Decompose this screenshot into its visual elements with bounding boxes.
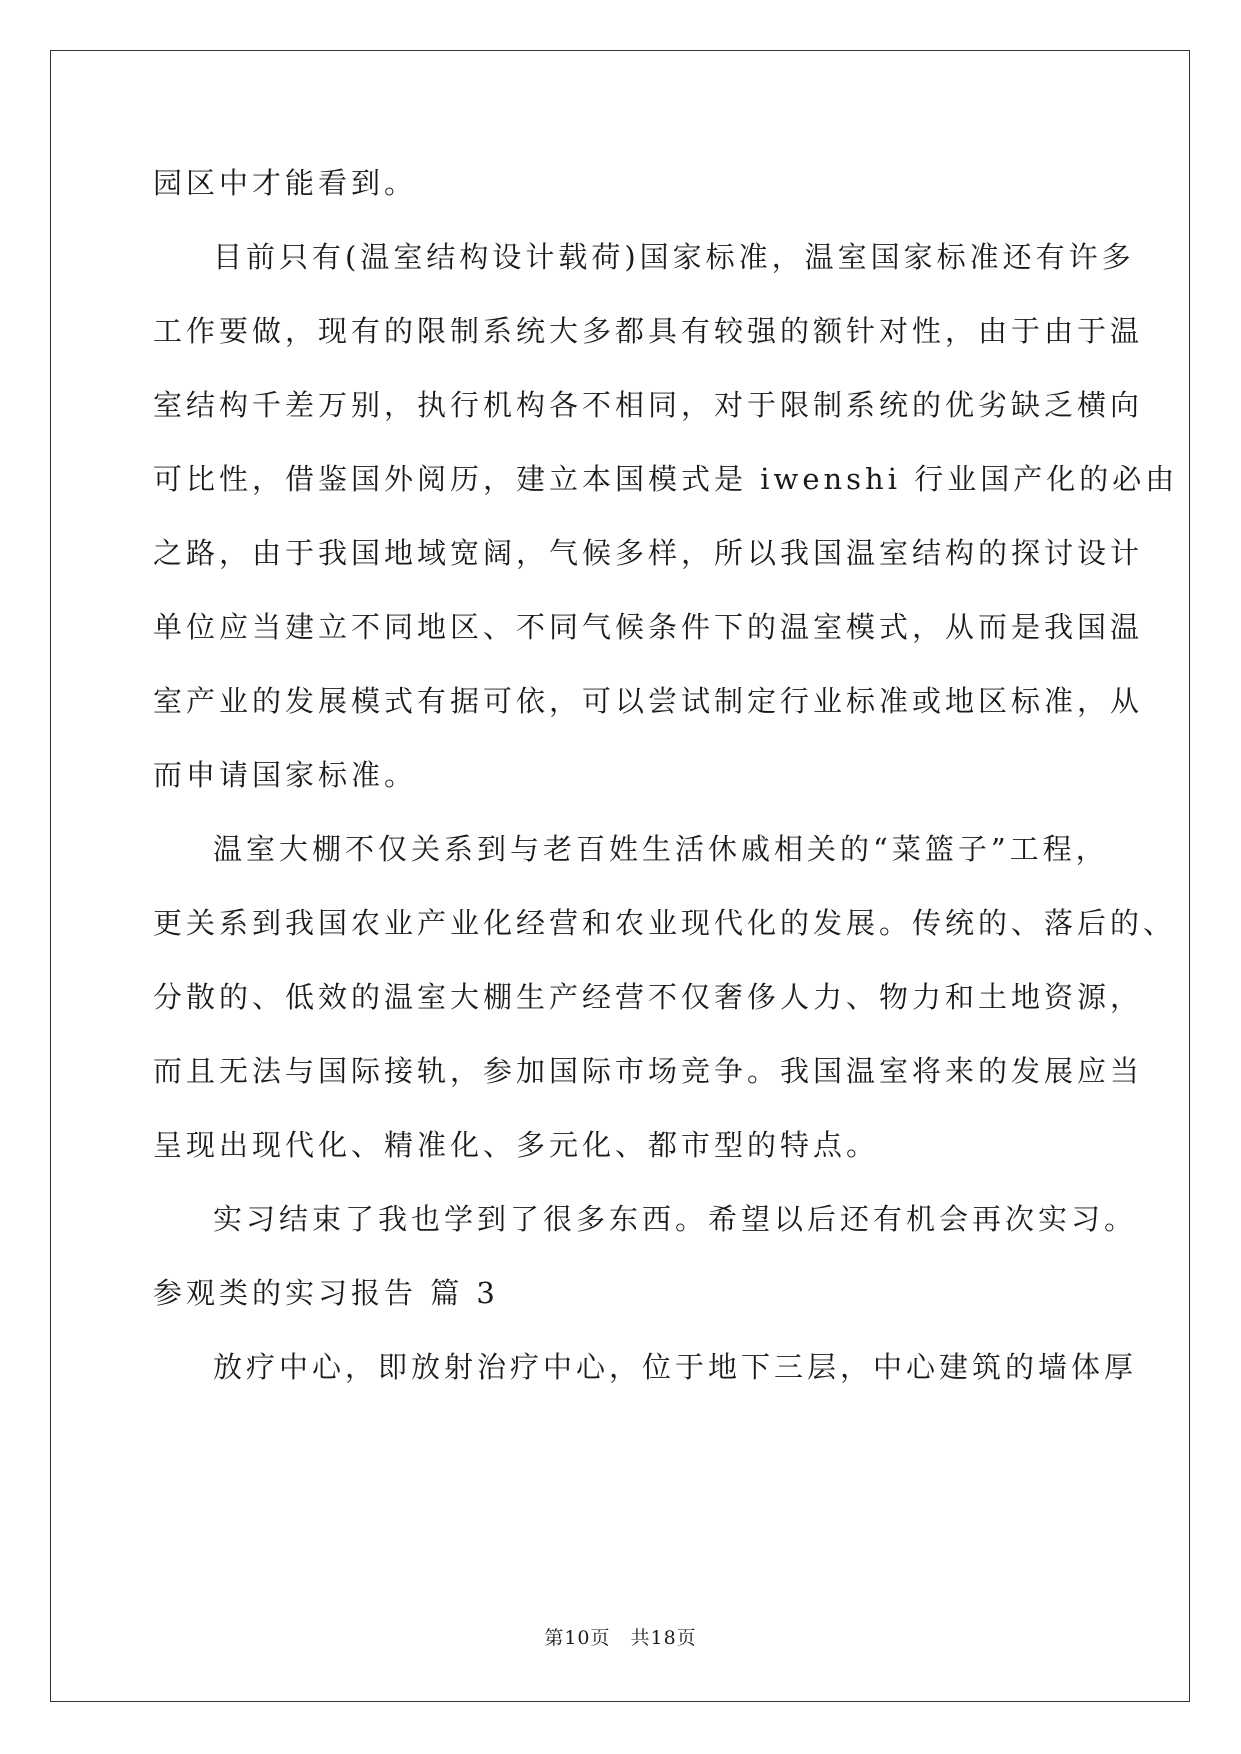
text-line: 实习结束了我也学到了很多东西。希望以后还有机会再次实习。 [213, 1202, 1138, 1236]
page-border [50, 50, 1190, 1702]
text-line: 单位应当建立不同地区、不同气候条件下的温室模式，从而是我国温 [153, 610, 1144, 644]
text-line: 放疗中心，即放射治疗中心，位于地下三层，中心建筑的墙体厚 [213, 1350, 1138, 1384]
text-line: 呈现出现代化、精准化、多元化、都市型的特点。 [153, 1128, 880, 1162]
text-line: 室结构千差万别，执行机构各不相同，对于限制系统的优劣缺乏横向 [153, 388, 1144, 422]
text-line: 室产业的发展模式有据可依，可以尝试制定行业标准或地区标准，从 [153, 684, 1144, 718]
text-line: 工作要做，现有的限制系统大多都具有较强的额针对性，由于由于温 [153, 314, 1144, 348]
text-line: 可比性，借鉴国外阅历，建立本国模式是 iwenshi 行业国产化的必由 [153, 462, 1179, 496]
text-line: 温室大棚不仅关系到与老百姓生活休戚相关的“菜篮子”工程， [213, 832, 1109, 866]
text-line: 目前只有(温室结构设计载荷)国家标准，温室国家标准还有许多 [213, 240, 1135, 274]
text-line: 更关系到我国农业产业化经营和农业现代化的发展。传统的、落后的、 [153, 906, 1177, 940]
text-line: 而申请国家标准。 [153, 758, 418, 792]
text-line: 分散的、低效的温室大棚生产经营不仅奢侈人力、物力和土地资源， [153, 980, 1144, 1014]
text-line: 园区中才能看到。 [153, 166, 418, 200]
section-heading: 参观类的实习报告 篇 3 [153, 1276, 499, 1310]
page-number: 第10页 共18页 [544, 1627, 697, 1649]
text-line: 而且无法与国际接轨，参加国际市场竞争。我国温室将来的发展应当 [153, 1054, 1144, 1088]
text-line: 之路，由于我国地域宽阔，气候多样，所以我国温室结构的探讨设计 [153, 536, 1144, 570]
